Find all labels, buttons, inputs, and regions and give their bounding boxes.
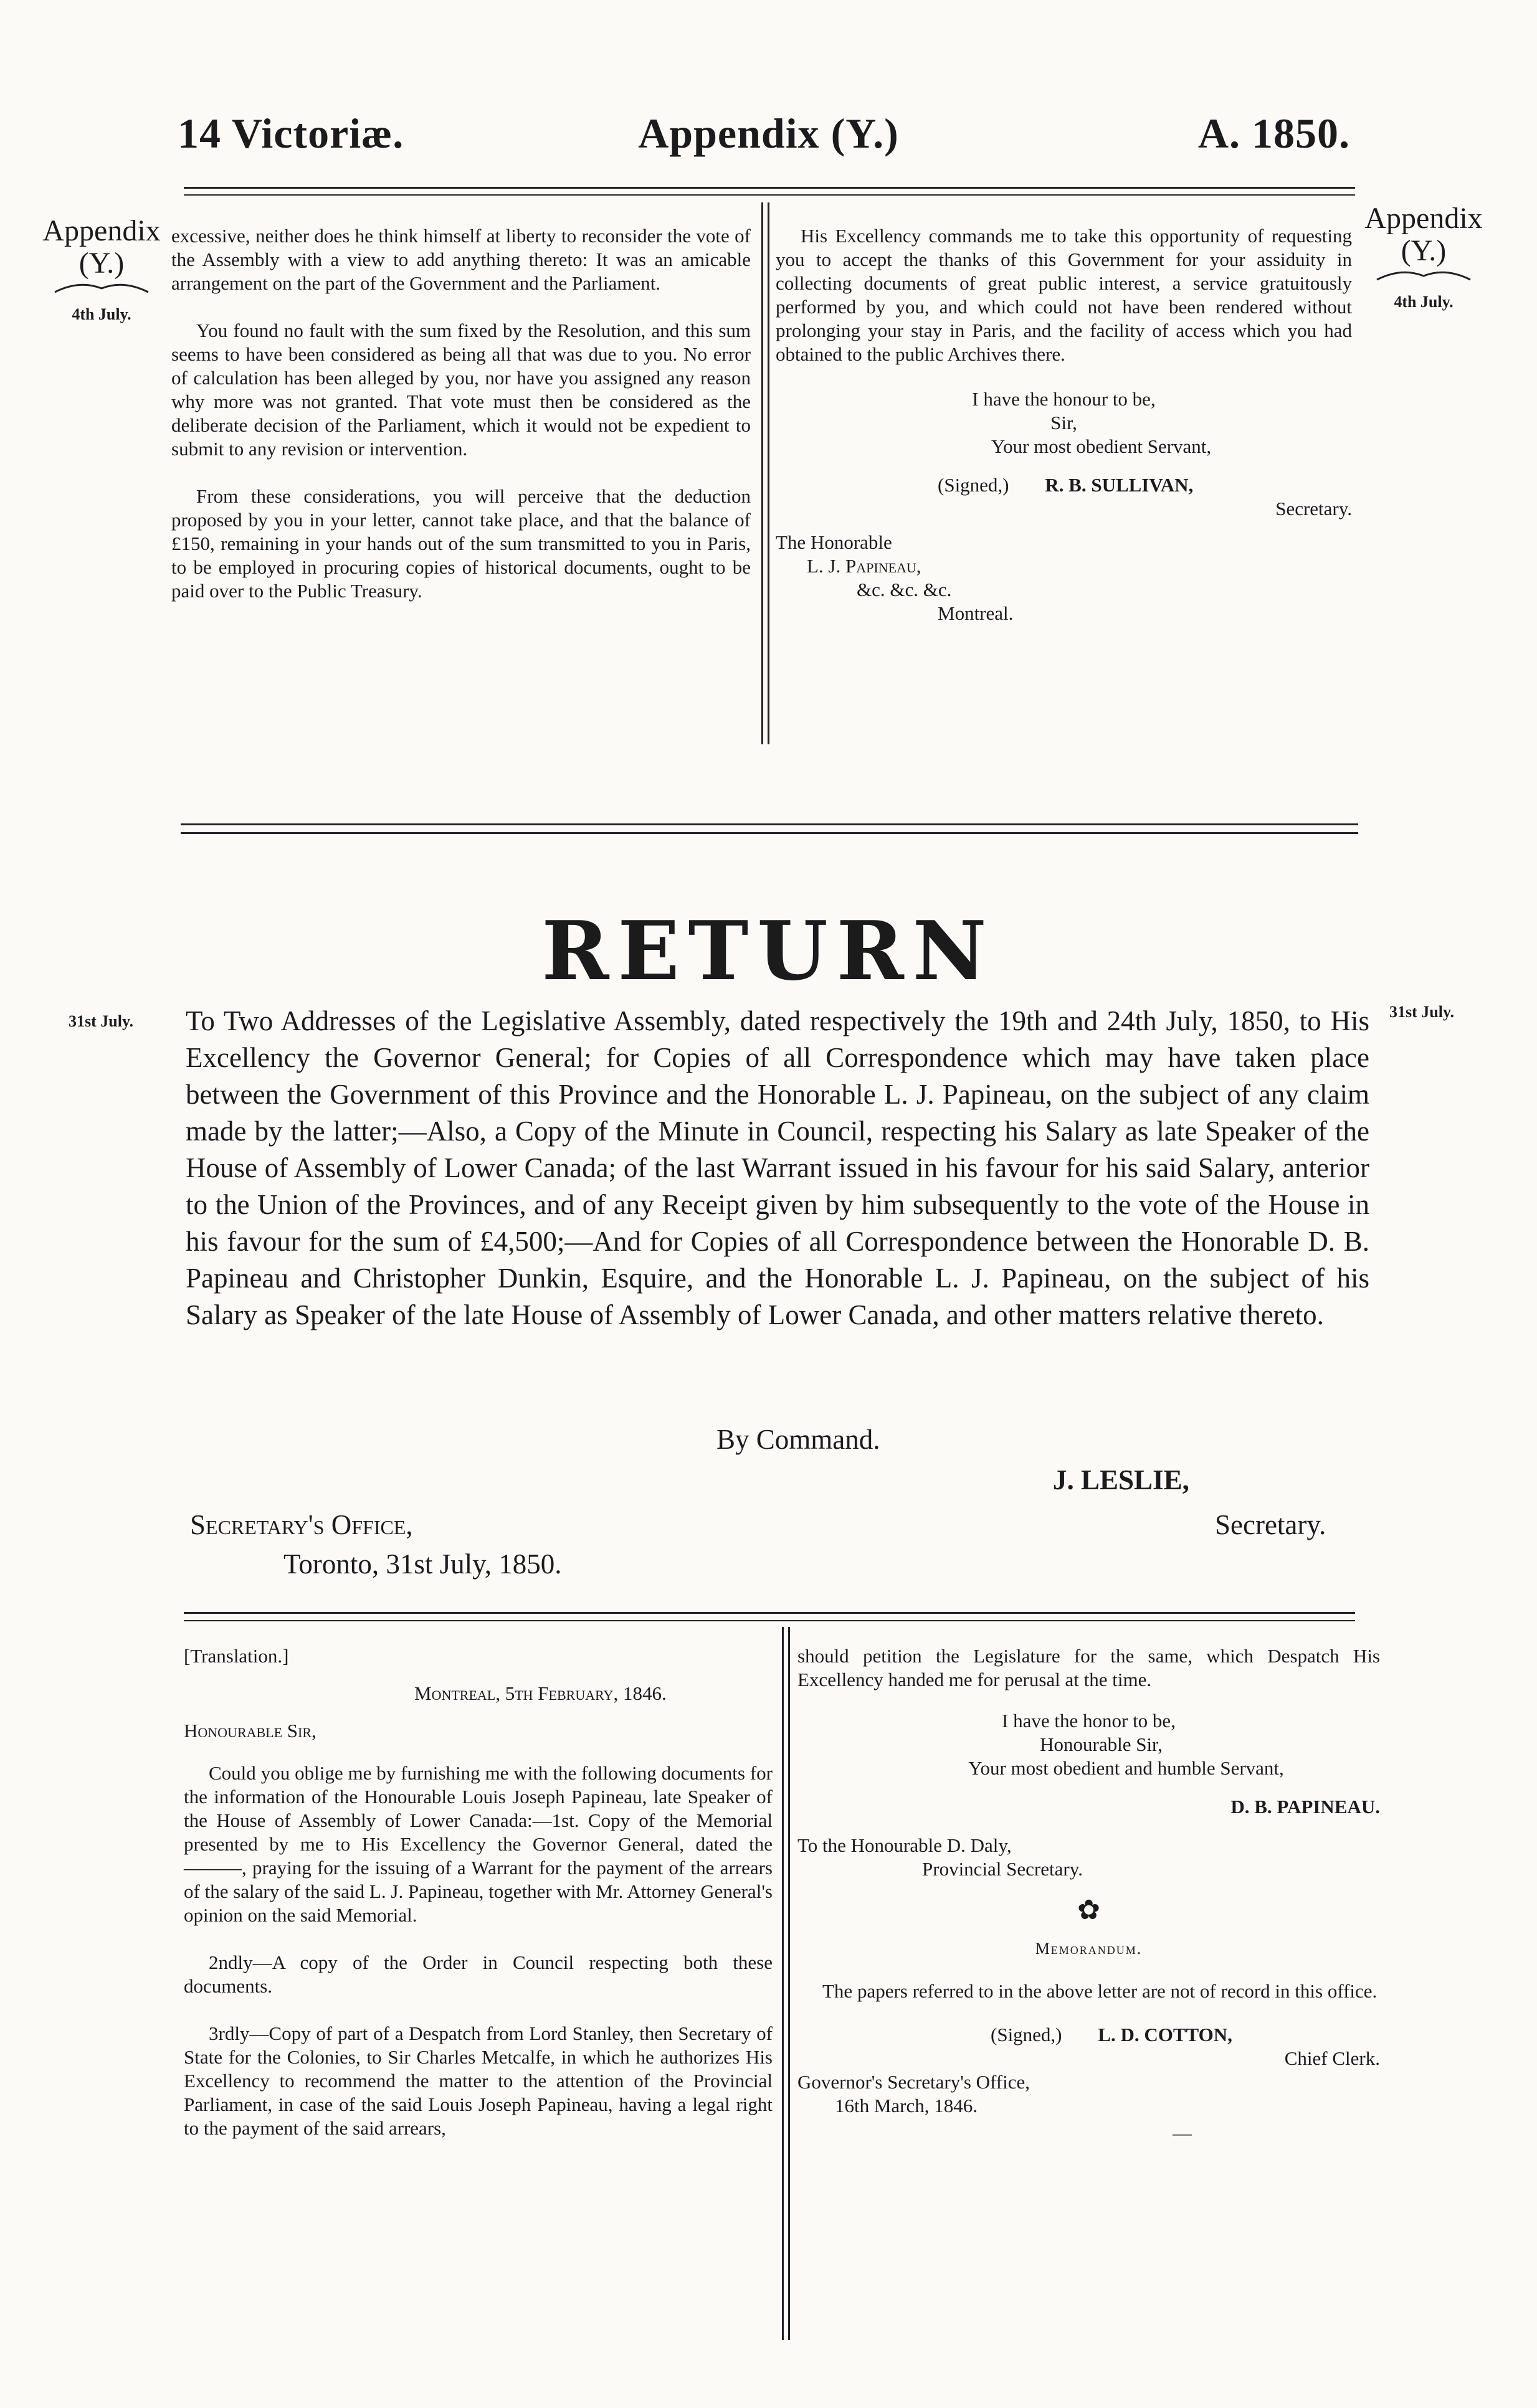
paragraph: 3rdly—Copy of part of a Despatch from Lord Stanley, then Secretary of State for the Colonies, to Sir Charles Metcalfe, in which he authorizes His Excellency to recommend the matter to the attention of the Provincial Parliament, in case of the said Louis Joseph Papineau, having a legal right to the payment of the said arrears, xyxy=(184,2022,773,2139)
signer-name: R. B. SULLIVAN, xyxy=(1045,474,1194,496)
end-mark: — xyxy=(1173,2122,1192,2144)
margin-appendix-label: Appendix xyxy=(1364,202,1483,235)
paragraph: should petition the Legislature for the same, which Despatch His Excellency handed me for perusal at the time. xyxy=(797,1645,1380,1690)
place-date: Toronto, 31st July, 1850. xyxy=(283,1548,562,1580)
divider-rule xyxy=(184,1612,1355,1614)
signer-name: J. LESLIE, xyxy=(1053,1464,1189,1496)
memo-office: Governor's Secretary's Office, xyxy=(797,2071,1030,2093)
header-left: 14 Victoriæ. xyxy=(178,110,404,157)
by-command: By Command. xyxy=(716,1424,880,1455)
top-left-column xyxy=(171,224,751,627)
to-line: To the Honourable D. Daly, xyxy=(797,1834,1012,1856)
closing-line: I have the honor to be, xyxy=(1002,1710,1176,1732)
closing-line: Your most obedient Servant, xyxy=(991,435,1212,457)
closing-line: Honourable Sir, xyxy=(1040,1733,1163,1755)
divider-rule xyxy=(181,832,1358,834)
margin-appendix-letter: (Y.) xyxy=(1401,234,1447,267)
signed-label: (Signed,) xyxy=(991,2024,1062,2045)
signer-title: Chief Clerk. xyxy=(1284,2047,1380,2069)
memorandum-title: Memorandum. xyxy=(1035,1940,1143,1958)
signer-title: Secretary. xyxy=(1275,498,1352,519)
divider-rule xyxy=(184,187,1355,189)
signature-line xyxy=(776,473,1352,497)
paragraph: From these considerations, you will perceive that the deduction proposed by you in your letter, cannot take place, and that the balance of £150, remaining in your hands out of the sum transmitted to you in Paris, to be employed in procuring copies of historical documents, ought to be paid over to the Public Treasury. xyxy=(171,485,751,602)
column-divider xyxy=(782,1627,784,2340)
address-line: &c. &c. &c. xyxy=(857,579,952,600)
column-divider xyxy=(788,1627,790,2340)
paragraph: Could you oblige me by furnishing me with the following documents for the information of the Honourable Louis Joseph Papineau, late Speaker of the House of Assembly of Lower Canada:—1st. Copy of the Memorial presented by me to His Excellency the Governor General, dated the ———, praying for the issuing of a Warrant for the payment of the arrears of the salary of the said L. J. Papineau, together with Mr. Attorney General's opinion on the said Memorial. xyxy=(184,1762,773,1926)
column-divider xyxy=(761,202,763,744)
margin-date: 31st July. xyxy=(69,1012,134,1030)
memo-text: The papers referred to in the above letter are not of record in this office. xyxy=(822,1980,1378,2002)
margin-date: 4th July. xyxy=(72,305,131,323)
signature-line xyxy=(797,2023,1380,2047)
bottom-right-column xyxy=(797,1644,1380,2145)
margin-note-right xyxy=(1358,202,1489,318)
signer-name: D. B. PAPINEAU. xyxy=(1230,1796,1380,1818)
return-title: RETURN xyxy=(541,903,996,998)
margin-appendix-letter: (Y.) xyxy=(79,247,125,280)
paragraph: You found no fault with the sum fixed by the Resolution, and this sum seems to have been considered as being all that was due to you. No error of calculation has been alleged by you, nor have you assigned any reason why more was not granted. That vote must then be considered as the deliberate decision of the Parliament, which it would not be expedient to submit to any revision or intervention. xyxy=(171,320,751,460)
divider-rule xyxy=(184,1620,1355,1621)
divider-rule xyxy=(181,823,1358,825)
address-line: Montreal. xyxy=(938,602,1014,624)
memo-date: 16th March, 1846. xyxy=(835,2095,978,2116)
address-line: The Honorable xyxy=(776,531,892,553)
fleuron-icon: ✿ xyxy=(1077,1895,1100,1925)
to-line: Provincial Secretary. xyxy=(922,1858,1083,1880)
paragraph: excessive, neither does he think himself at liberty to reconsider the vote of the Assembly with a view to add anything thereto: It was an amicable arrangement on the part of the Government and the Parliament. xyxy=(171,225,751,294)
salutation: Honourable Sir, xyxy=(184,1720,316,1742)
address-line: L. J. Papineau, xyxy=(807,555,921,577)
return-body: To Two Addresses of the Legislative Assembly, dated respectively the 19th and 24th July, 1850, to His Excellency the Governor General; for Copies of all Correspondence which may have taken place between the Government of this Province and the Honorable L. J. Papineau, on the subject of any claim made by the latter;—Also, a Copy of the Minute in Council, respecting his Salary as late Speaker of the House of Assembly of Lower Canada; of the last Warrant issued in his favour for his said Salary, anterior to the Union of the Provinces, and of any Receipt given by him subsequently to the vote of the House in his favour for the sum of £4,500;—And for Copies of all Correspondence between the Honorable D. B. Papineau and Christopher Dunkin, Esquire, and the Honorable L. J. Papineau, on the subject of his Salary as Speaker of the late House of Assembly of Lower Canada, and other matters relative thereto. xyxy=(186,1005,1369,1330)
paragraph: His Excellency commands me to take this opportunity of requesting you to accept the thanks of this Government for your assiduity in collecting documents of great public interest, a service gratuitously performed by you, and which could not have been rendered without prolonging your stay in Paris, and the facility of access which you had obtained to the public Archives there. xyxy=(776,225,1352,365)
header-right: A. 1850. xyxy=(1197,110,1350,157)
header-center: Appendix (Y.) xyxy=(638,110,899,157)
flourish-icon xyxy=(36,280,167,295)
margin-appendix-label: Appendix xyxy=(42,214,161,247)
divider-rule xyxy=(184,194,1355,196)
bottom-left-column xyxy=(184,1644,773,2164)
signer-name: L. D. COTTON, xyxy=(1098,2024,1232,2045)
signer-title: Secretary. xyxy=(1215,1509,1326,1540)
top-right-column xyxy=(776,224,1352,625)
signed-label: (Signed,) xyxy=(938,474,1009,496)
margin-date: 31st July. xyxy=(1389,1003,1455,1021)
closing-line: Your most obedient and humble Servant, xyxy=(968,1757,1284,1779)
column-divider xyxy=(768,202,769,744)
closing-line: Sir, xyxy=(1050,412,1077,434)
flourish-icon xyxy=(1358,267,1489,282)
closing-line: I have the honour to be, xyxy=(972,388,1156,410)
translation-label: [Translation.] xyxy=(184,1645,289,1667)
margin-note-left xyxy=(36,215,167,331)
office-line: Secretary's Office, xyxy=(190,1509,413,1540)
paragraph: 2ndly—A copy of the Order in Council respecting both these documents. xyxy=(184,1951,773,1997)
margin-date: 4th July. xyxy=(1394,293,1454,311)
dateline: Montreal, 5th February, 1846. xyxy=(414,1682,667,1704)
